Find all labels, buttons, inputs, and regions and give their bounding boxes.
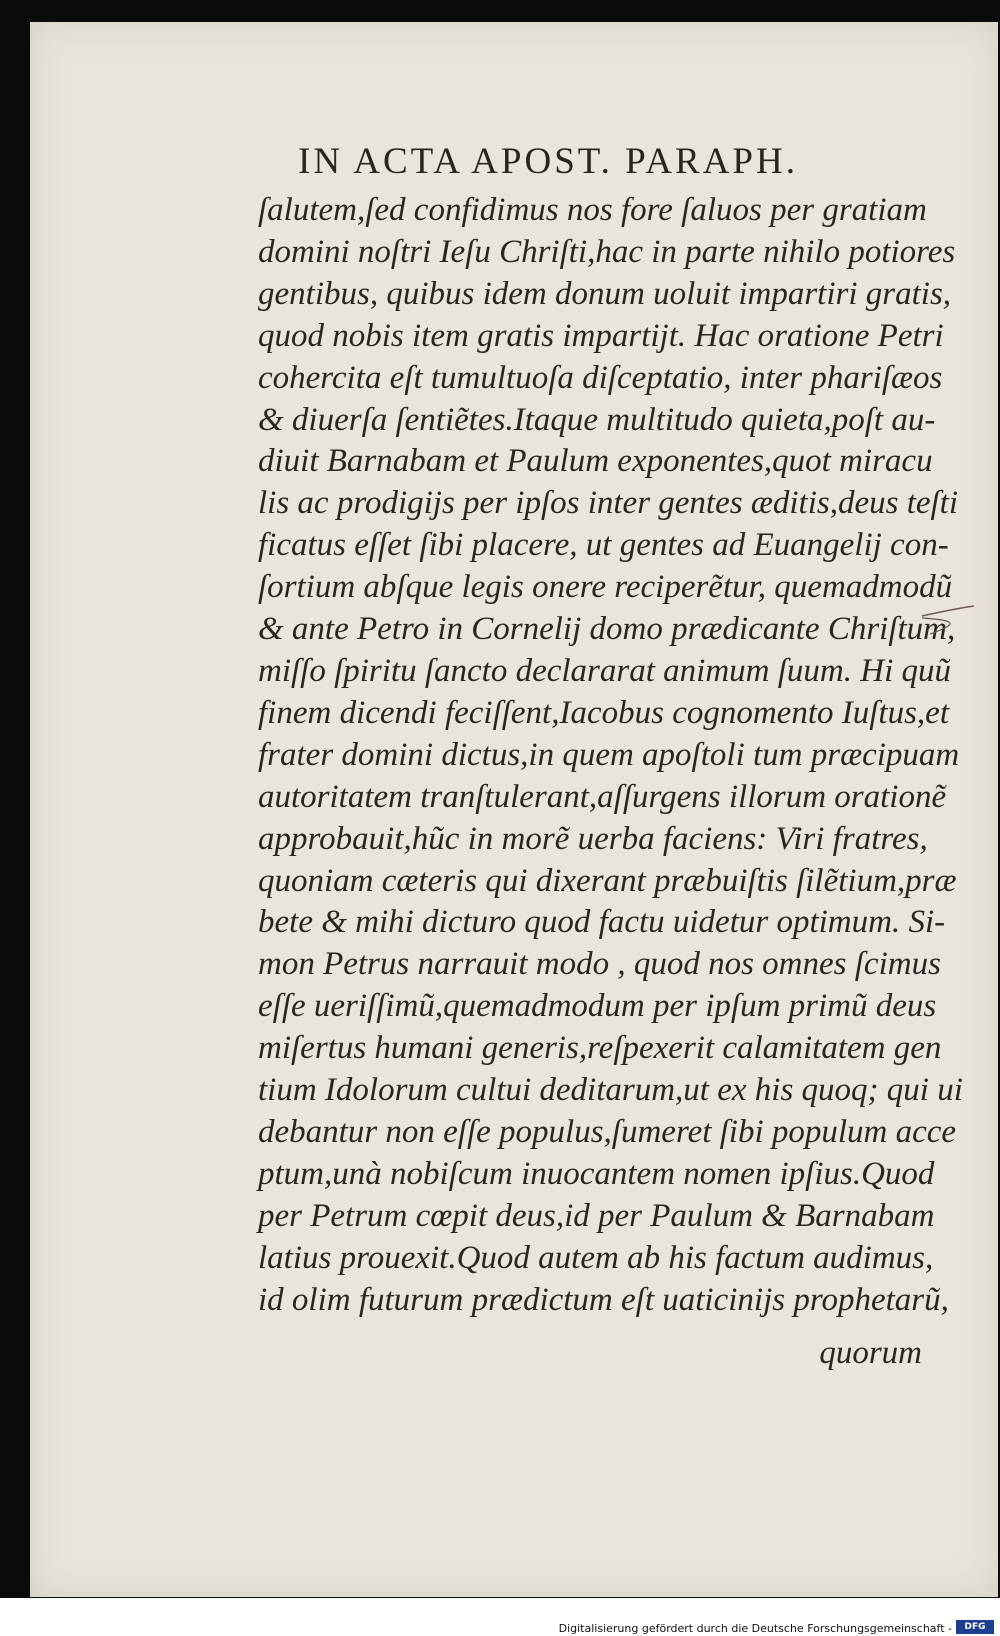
text-line: autoritatem tranſtulerant,aſſurgens illorum orationẽ xyxy=(258,778,947,815)
body-text xyxy=(258,190,963,1321)
text-line: eſſe ueriſſimũ,quemadmodum per ipſum primũ deus xyxy=(258,988,937,1025)
book-page xyxy=(30,22,998,1597)
text-line: approbauit,hũc in morẽ uerba faciens: Viri fratres, xyxy=(258,820,928,857)
text-line: gentibus, quibus idem donum uoluit impartiri gratis, xyxy=(258,275,952,312)
text-line: domini noſtri Ieſu Chriſti,hac in parte nihilo potiores xyxy=(258,233,956,270)
catchword: quorum xyxy=(819,1335,922,1371)
dfg-logo: DFG xyxy=(956,1620,994,1634)
text-line: miſertus humani generis,reſpexerit calamitatem gen xyxy=(258,1030,942,1067)
text-line: debantur non eſſe populus,ſumeret ſibi populum acce xyxy=(258,1113,957,1150)
text-line: & diuerſa ſentiẽtes.Itaque multitudo quieta,poſt au- xyxy=(258,401,936,438)
text-line: lis ac prodigijs per ipſos inter gentes æditis,deus teſti xyxy=(258,485,959,522)
text-line: ſortium abſque legis onere reciperẽtur, quemadmodũ xyxy=(258,569,953,606)
text-line: per Petrum cœpit deus,id per Paulum & Barnabam xyxy=(258,1197,935,1234)
text-line: finem dicendi feciſſent,Iacobus cognomento Iuſtus,et xyxy=(258,694,949,731)
footer-credit: Digitalisierung gefördert durch die Deutsche Forschungsgemeinschaft - xyxy=(558,1622,952,1635)
text-line: ſalutem,ſed confidimus nos fore ſaluos per gratiam xyxy=(258,192,927,228)
text-line: quod nobis item gratis impartijt. Hac oratione Petri xyxy=(258,317,944,354)
text-line: quoniam cæteris qui dixerant præbuiſtis ſilẽtium,præ xyxy=(258,862,957,899)
text-line: diuit Barnabam et Paulum exponentes,quot miracu xyxy=(258,443,933,480)
text-line: id olim futurum prædictum eſt uaticinijs prophetarũ, xyxy=(258,1281,949,1318)
text-line: ficatus eſſet ſibi placere, ut gentes ad Euangelij con- xyxy=(258,527,949,564)
text-line: & ante Petro in Cornelij domo prædicante Chriſtum, xyxy=(258,611,956,648)
text-line: bete & mihi dicturo quod factu uidetur optimum. Si- xyxy=(258,904,946,941)
text-line: miſſo ſpiritu ſancto declararat animum ſuum. Hi quũ xyxy=(258,652,951,689)
text-line: mon Petrus narrauit modo , quod nos omnes ſcimus xyxy=(258,946,941,983)
text-line: cohercita eſt tumultuoſa diſceptatio, inter phariſæos xyxy=(258,359,943,396)
pen-stroke-mark xyxy=(920,598,980,638)
running-header: IN ACTA APOST. PARAPH. xyxy=(298,141,798,182)
text-line: tium Idolorum cultui deditarum,ut ex his quoq; qui ui xyxy=(258,1072,963,1109)
text-line: frater domini dictus,in quem apoſtoli tum præcipuam xyxy=(258,736,960,773)
text-line: latius prouexit.Quod autem ab his factum audimus, xyxy=(258,1239,934,1276)
text-line: ptum,unà nobiſcum inuocantem nomen ipſius.Quod xyxy=(258,1155,935,1192)
